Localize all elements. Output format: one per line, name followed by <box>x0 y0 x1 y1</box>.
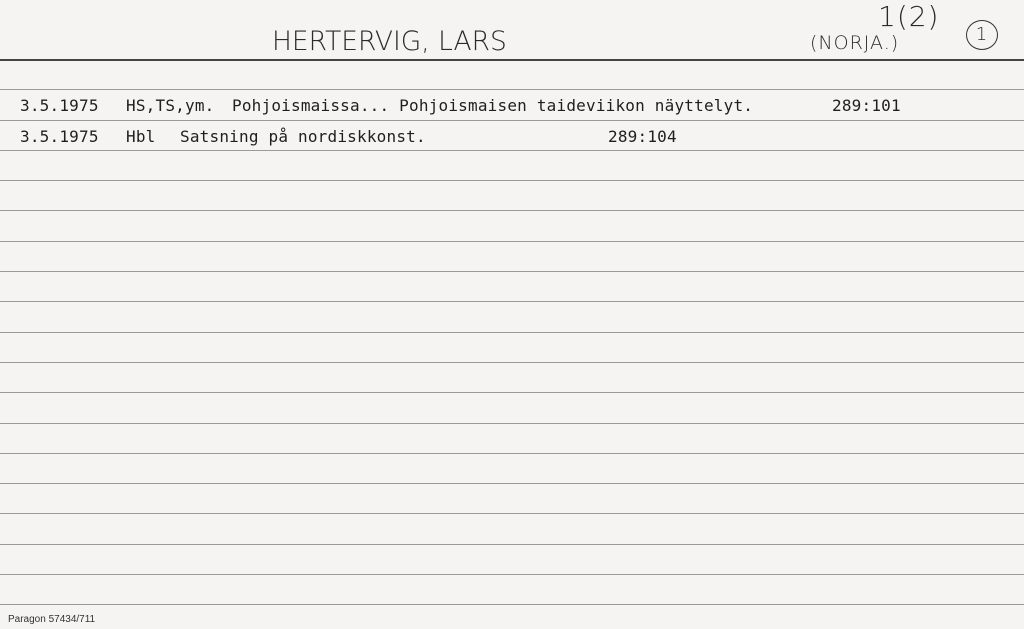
ruled-line <box>0 241 1024 242</box>
ruled-line <box>0 483 1024 484</box>
entry-source: HS,TS,ym. <box>126 96 215 115</box>
entry-date: 3.5.1975 <box>20 127 99 146</box>
ruled-line <box>0 574 1024 575</box>
entry-date: 3.5.1975 <box>20 96 99 115</box>
ruled-line <box>0 362 1024 363</box>
handwritten-card-number: 1 <box>966 20 998 50</box>
ruled-line <box>0 271 1024 272</box>
ruled-line <box>0 392 1024 393</box>
ruled-line <box>0 180 1024 181</box>
entry-ref: 289:101 <box>832 96 901 115</box>
ruled-line <box>0 423 1024 424</box>
ruled-line <box>0 120 1024 121</box>
handwritten-name: HERTERVIG, LARS <box>272 26 507 57</box>
printer-imprint: Paragon 57434/711 <box>8 614 96 625</box>
entry-title: Pohjoismaissa... Pohjoismaisen taideviikon näyttelyt. <box>232 96 754 115</box>
handwritten-country: (NORJA.) <box>810 32 900 54</box>
ruled-line <box>0 513 1024 514</box>
entry-ref: 289:104 <box>608 127 677 146</box>
header-rule <box>0 59 1024 61</box>
handwritten-folio: 1(2) <box>878 0 940 33</box>
entry-source: Hbl <box>126 127 156 146</box>
ruled-line <box>0 210 1024 211</box>
ruled-line <box>0 150 1024 151</box>
ruled-line <box>0 604 1024 605</box>
entry-title: Satsning på nordiskkonst. <box>180 127 426 146</box>
ruled-line <box>0 332 1024 333</box>
ruled-line <box>0 544 1024 545</box>
ruled-line <box>0 89 1024 90</box>
ruled-line <box>0 453 1024 454</box>
ruled-line <box>0 301 1024 302</box>
